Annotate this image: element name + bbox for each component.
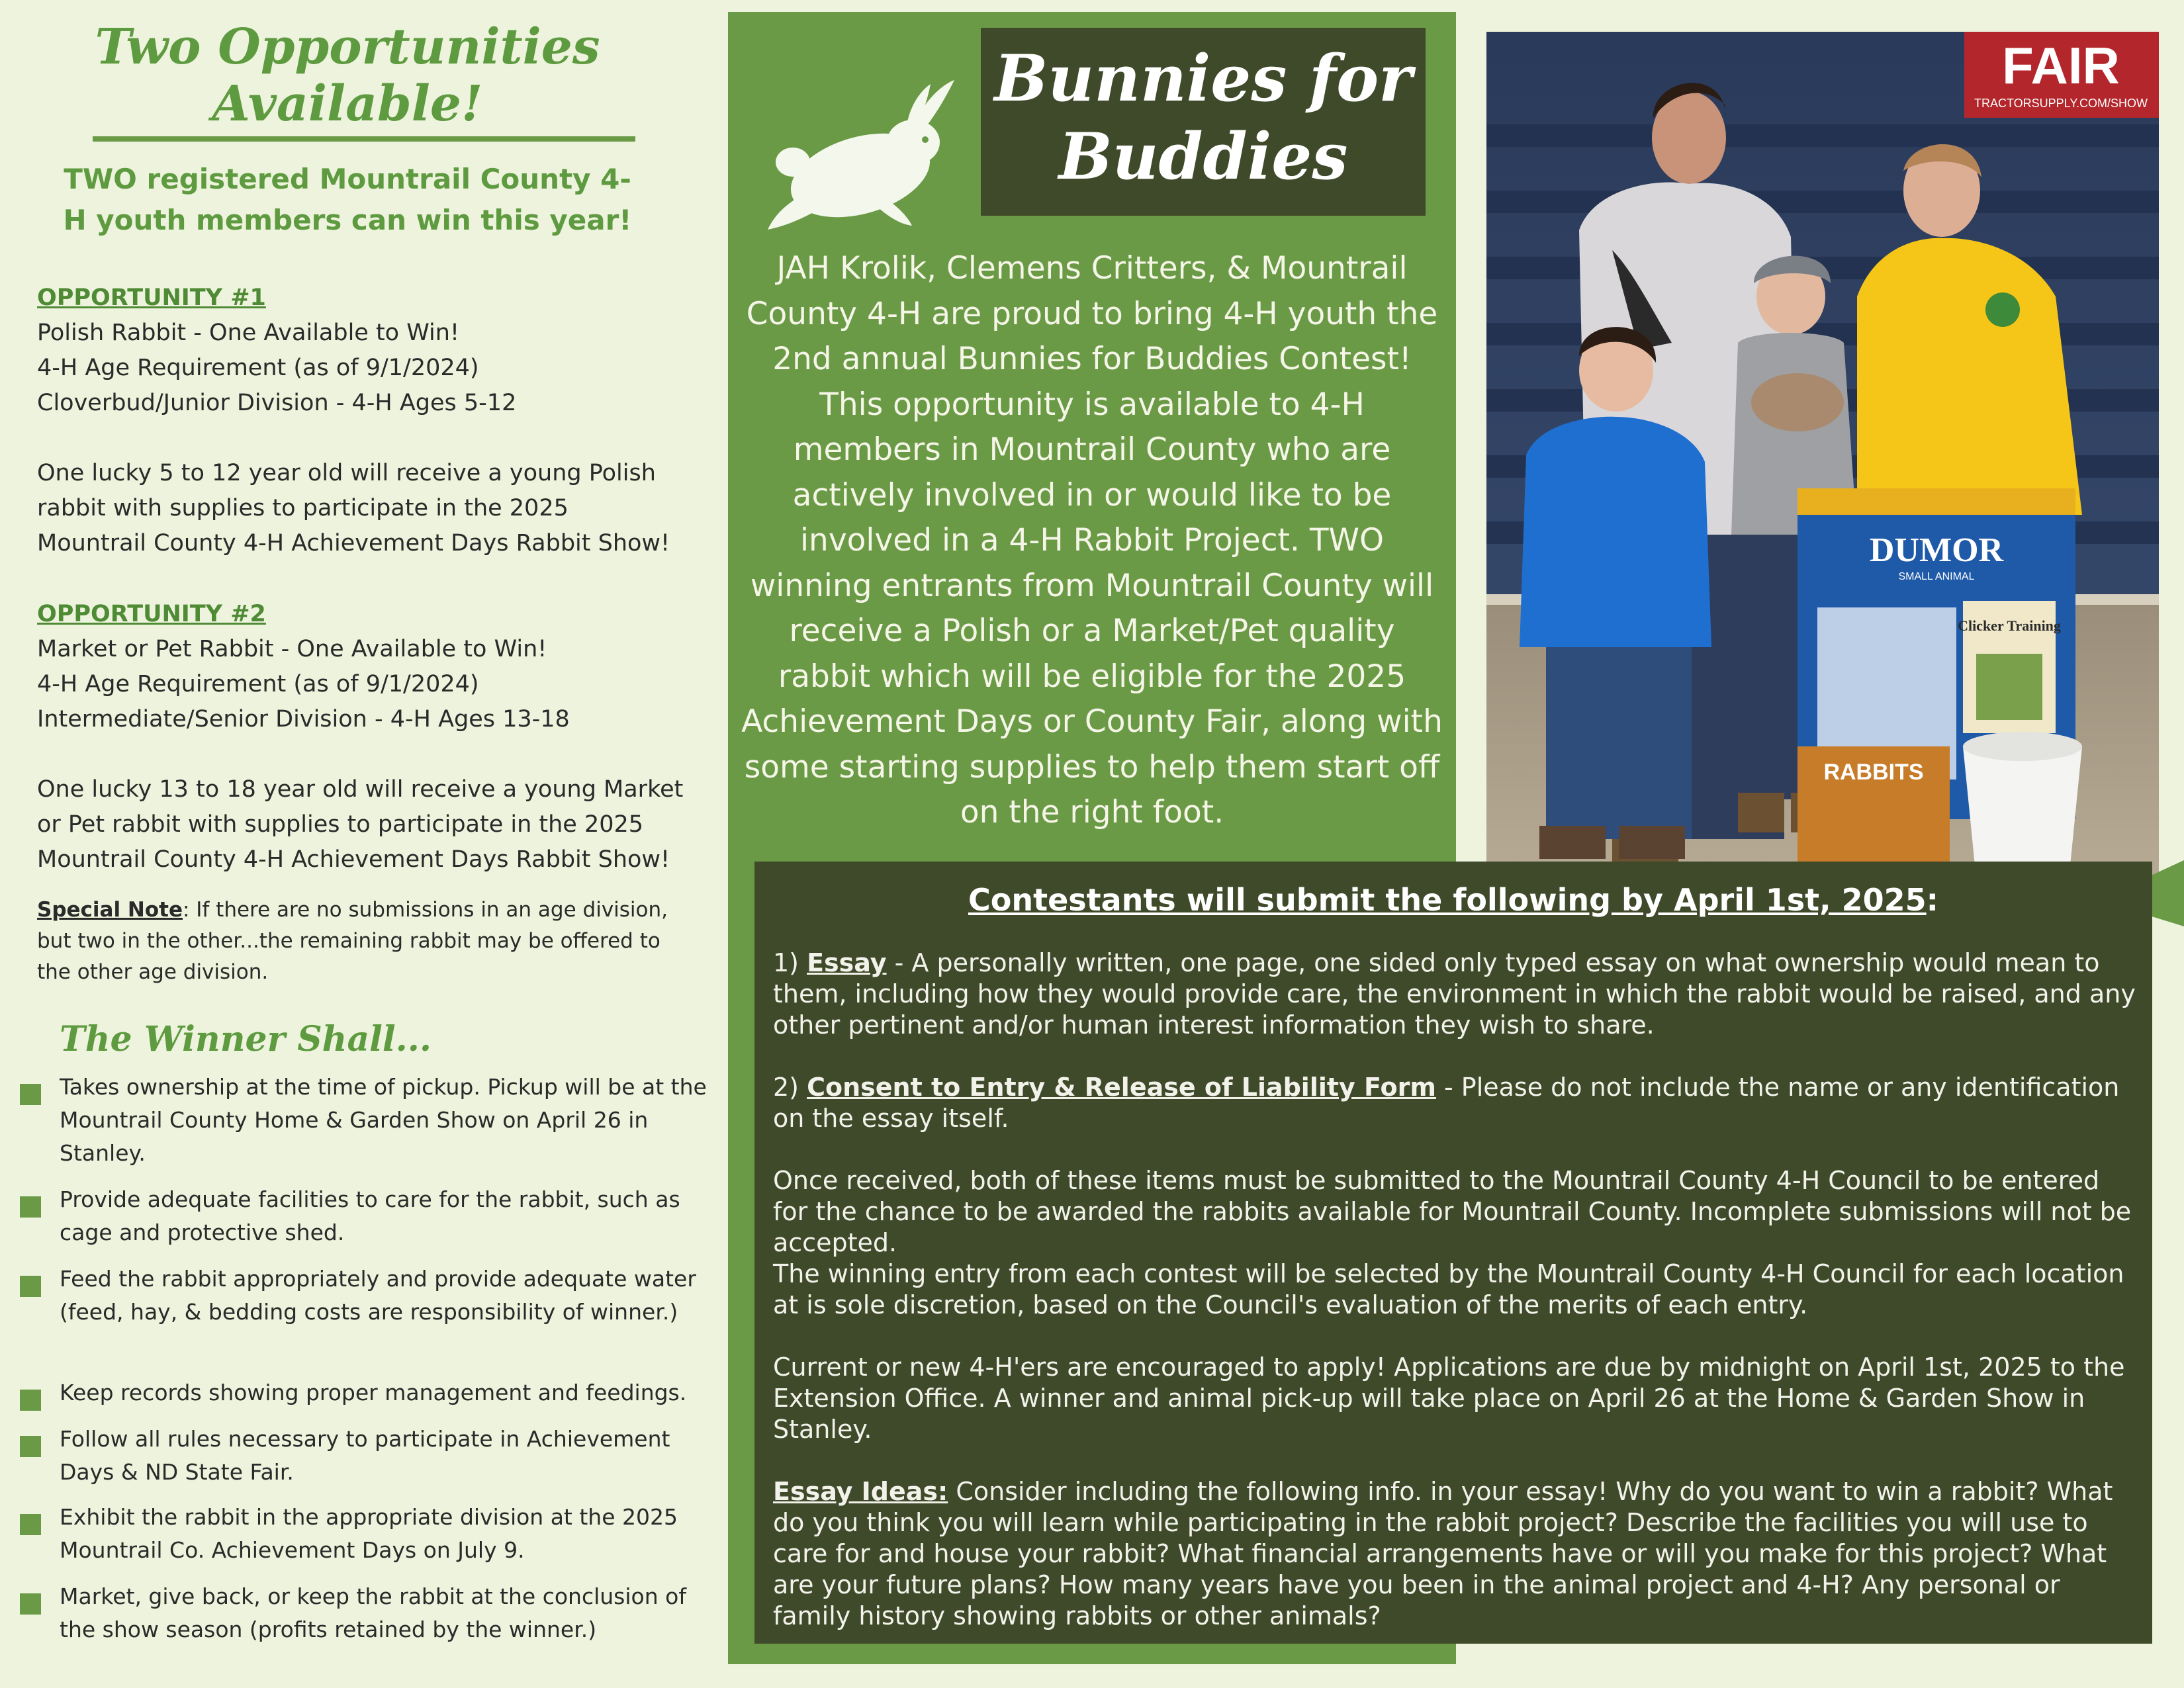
consent-requirement xyxy=(773,1072,2136,1134)
opportunity-2-description: One lucky 13 to 18 year old will receive a young Market xyxy=(37,776,684,803)
square-bullet-icon xyxy=(20,1276,41,1297)
winner-item-text: Market, give back, or keep the rabbit at the conclusion of the show season (profits retained by the winner.) xyxy=(60,1583,686,1642)
info-title-text: Contestants will submit the following by April 1st, 2025 xyxy=(968,882,1927,918)
opportunity-1-description: rabbit with supplies to participate in the 2025 xyxy=(37,495,569,521)
opportunity-2-line: Intermediate/Senior Division - 4-H Ages 13-18 xyxy=(37,706,570,733)
winner-item-text: Provide adequate facilities to care for the rabbit, such as cage and protective shed. xyxy=(60,1186,680,1245)
fair-sign-url: TRACTORSUPPLY.COM/SHOW xyxy=(1974,97,2148,110)
winner-item-text: Feed the rabbit appropriately and provide adequate water (feed, hay, & bedding costs are responsibility of winner.) xyxy=(60,1266,696,1325)
opportunity-2-description: Mountrail County 4-H Achievement Days Rabbit Show! xyxy=(37,846,670,873)
essay-ideas-label: Essay Ideas: xyxy=(773,1477,948,1506)
essay-ideas xyxy=(773,1476,2136,1632)
special-note-text: : If there are no submissions in an age division, but two in the other...the remaining rabbit may be offered to the other age division. xyxy=(37,898,668,984)
essay-ideas-text: Consider including the following info. in your essay! Why do you want to win a rabbit? What do you think you will learn while participating in the rabbit project? Describe the facilities you will use to care for and house your rabbit? What financial arrangements have or will you make for this project? What are your future plans? How many years have you been in the animal project and 4-H? Any personal or family history showing rabbits or other animals? xyxy=(773,1477,2113,1630)
winner-item-text: Takes ownership at the time of pickup. Pickup will be at the Mountrail County Home & Garden Show on April 26 in Stanley. xyxy=(60,1074,707,1166)
opportunity-2-block xyxy=(37,597,699,877)
left-title-line1: Two Opportunities xyxy=(95,19,600,75)
square-bullet-icon xyxy=(20,1084,41,1105)
fair-sign-text: FAIR xyxy=(2002,36,2120,95)
intro-paragraph: JAH Krolik, Clemens Critters, & Mountrail County 4-H are proud to bring 4-H youth the 2nd annual Bunnies for Buddies Contest! This opportunity is available to 4-H members in Mountrail County who are actively involved in or would like to be involved in a 4-H Rabbit Project. TWO winning entrants from Mountrail County will receive a Polish or a Market/Pet quality rabbit which will be eligible for the 2025 Achievement Days or County Fair, along with some starting supplies to help them start off on the right foot. xyxy=(741,250,1443,830)
book-title-text: Clicker Training xyxy=(1958,617,2061,634)
opportunity-1-block xyxy=(37,281,699,561)
info-body xyxy=(773,948,2136,1632)
essay-label: Essay xyxy=(807,948,887,977)
opportunity-2-line: Market or Pet Rabbit - One Available to Win! xyxy=(37,636,547,662)
square-bullet-icon xyxy=(20,1514,41,1535)
opportunity-2-description: or Pet rabbit with supplies to participate in the 2025 xyxy=(37,811,644,838)
square-bullet-icon xyxy=(20,1196,41,1218)
item2-prefix: 2) xyxy=(773,1073,807,1102)
item1-prefix: 1) xyxy=(773,948,807,977)
winning-paragraph: The winning entry from each contest will be selected by the Mountrail County 4-H Council for each location at is sole discretion, based on the Council's evaluation of the merits of each entry. xyxy=(773,1259,2124,1319)
consent-form-label: Consent to Entry & Release of Liability Form xyxy=(807,1073,1436,1102)
opportunity-1-heading: OPPORTUNITY #1 xyxy=(37,285,266,311)
bunny-icon xyxy=(761,76,960,235)
winner-item-text: Follow all rules necessary to participate in Achievement Days & ND State Fair. xyxy=(60,1426,670,1485)
square-bullet-icon xyxy=(20,1390,41,1411)
received-paragraph: Once received, both of these items must be submitted to the Mountrail County 4-H Council to be entered for the chance to be awarded the rabbits available for Mountrail County. Incomplete submissions will not be accepted. xyxy=(773,1166,2132,1257)
left-title xyxy=(60,19,635,132)
page-title xyxy=(981,40,1426,196)
special-note-label: Special Note xyxy=(37,898,183,922)
square-bullet-icon xyxy=(20,1436,41,1457)
box-sub-text: SMALL ANIMAL xyxy=(1898,571,1975,582)
opportunity-2-line: 4-H Age Requirement (as of 9/1/2024) xyxy=(37,671,479,697)
winner-heading: The Winner Shall... xyxy=(60,1019,432,1059)
essay-text: - A personally written, one page, one sided only typed essay on what ownership would mean to them, including how they would provide care, the environment in which the rabbit would be raised, and any other pertinent and/or human interest information they wish to share. xyxy=(773,948,2136,1040)
opportunity-1-description: Mountrail County 4-H Achievement Days Rabbit Show! xyxy=(37,530,670,556)
essay-requirement xyxy=(773,948,2136,1041)
apply-paragraph: Current or new 4-H'ers are encouraged to apply! Applications are due by midnight on April 1st, 2025 to the Extension Office. A winner and animal pick-up will take place on April 26 at the Home & Garden Show in Stanley. xyxy=(773,1353,2125,1444)
info-title xyxy=(754,880,2152,920)
special-note xyxy=(37,895,699,988)
book2-title-text: RABBITS xyxy=(1823,760,1924,785)
opportunity-1-line: Cloverbud/Junior Division - 4-H Ages 5-12 xyxy=(37,390,517,416)
page-title-line1: Bunnies for xyxy=(994,41,1412,116)
opportunity-2-heading: OPPORTUNITY #2 xyxy=(37,601,266,627)
opportunity-1-line: Polish Rabbit - One Available to Win! xyxy=(37,320,459,346)
group-photo xyxy=(1486,32,2159,883)
winner-item-text: Exhibit the rabbit in the appropriate division at the 2025 Mountrail Co. Achievement Days on July 9. xyxy=(60,1504,678,1563)
left-title-line2: Available! xyxy=(212,75,483,132)
square-bullet-icon xyxy=(20,1593,41,1615)
winner-item-text: Keep records showing proper management and feedings. xyxy=(60,1380,687,1405)
info-title-colon: : xyxy=(1926,882,1939,918)
page-title-line2: Buddies xyxy=(1058,119,1348,194)
consent-text: - Please do not include the name or any identification on the essay itself. xyxy=(773,1073,2120,1133)
opportunity-1-description: One lucky 5 to 12 year old will receive a young Polish xyxy=(37,460,656,486)
left-subtitle: TWO registered Mountrail County 4-H youth members can win this year! xyxy=(63,163,632,236)
box-brand-text: DUMOR xyxy=(1869,531,2004,569)
title-divider xyxy=(93,136,635,142)
opportunity-1-line: 4-H Age Requirement (as of 9/1/2024) xyxy=(37,355,479,381)
